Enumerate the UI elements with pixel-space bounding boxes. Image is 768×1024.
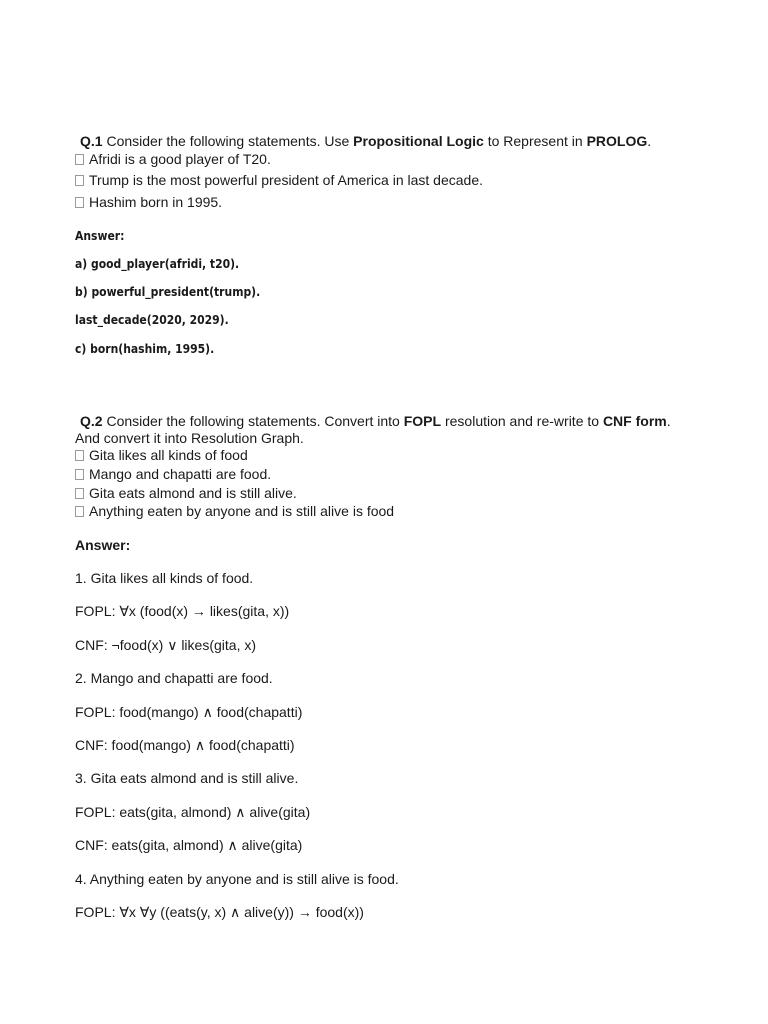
q1-item: Hashim born in 1995.: [75, 193, 222, 211]
q2-answer-line: 2. Mango and chapatti are food.: [75, 670, 273, 686]
q1-answer-label: Answer:: [75, 229, 125, 243]
q2-item: Gita eats almond and is still alive.: [75, 484, 297, 502]
q2-heading-line2: And convert it into Resolution Graph.: [75, 430, 304, 446]
q2-answer-label: Answer:: [75, 537, 131, 553]
q2-answer-line: FOPL: eats(gita, almond) ∧ alive(gita): [75, 804, 311, 820]
q2-answer-line: CNF: ¬food(x) ∨ likes(gita, x): [75, 637, 257, 653]
q2-answer-line: 1. Gita likes all kinds of food.: [75, 570, 254, 586]
q1-answer-b: b) powerful_president(trump).: [75, 285, 261, 299]
q1-item: Trump is the most powerful president of America in last decade.: [75, 171, 483, 189]
bullet-box-icon: [75, 488, 84, 499]
q2-item: Anything eaten by anyone and is still alive is food: [75, 502, 394, 520]
q2-answer-line: CNF: food(mango) ∧ food(chapatti): [75, 737, 295, 753]
q1-item: Afridi is a good player of T20.: [75, 150, 271, 168]
q2-answer-line: FOPL: food(mango) ∧ food(chapatti): [75, 704, 303, 720]
bullet-box-icon: [75, 197, 84, 208]
q1-answer-b-extra: last_decade(2020, 2029).: [75, 313, 229, 327]
q2-heading: Q.2 Consider the following statements. Convert into FOPL resolution and re-write to CNF form.: [80, 413, 671, 429]
bullet-box-icon: [75, 506, 84, 517]
q2-item: Mango and chapatti are food.: [75, 465, 271, 483]
q2-answer-line: CNF: eats(gita, almond) ∧ alive(gita): [75, 837, 303, 853]
bullet-box-icon: [75, 154, 84, 165]
bullet-box-icon: [75, 175, 84, 186]
bullet-box-icon: [75, 469, 84, 480]
q2-answer-line: 4. Anything eaten by anyone and is still alive is food.: [75, 871, 399, 887]
q1-heading: Q.1 Consider the following statements. Use Propositional Logic to Represent in PROLOG.: [80, 133, 652, 149]
q1-answer-a: a) good_player(afridi, t20).: [75, 257, 240, 271]
q2-number: Q.2: [80, 413, 103, 429]
q2-answer-line: FOPL: ∀x (food(x) → likes(gita, x)): [75, 603, 290, 619]
q2-item: Gita likes all kinds of food: [75, 446, 248, 464]
q2-answer-line: 3. Gita eats almond and is still alive.: [75, 770, 299, 786]
q2-answer-line: FOPL: ∀x ∀y ((eats(y, x) ∧ alive(y)) → food(x)): [75, 904, 364, 920]
bullet-box-icon: [75, 450, 84, 461]
q1-number: Q.1: [80, 133, 103, 149]
q1-answer-c: c) born(hashim, 1995).: [75, 342, 215, 356]
